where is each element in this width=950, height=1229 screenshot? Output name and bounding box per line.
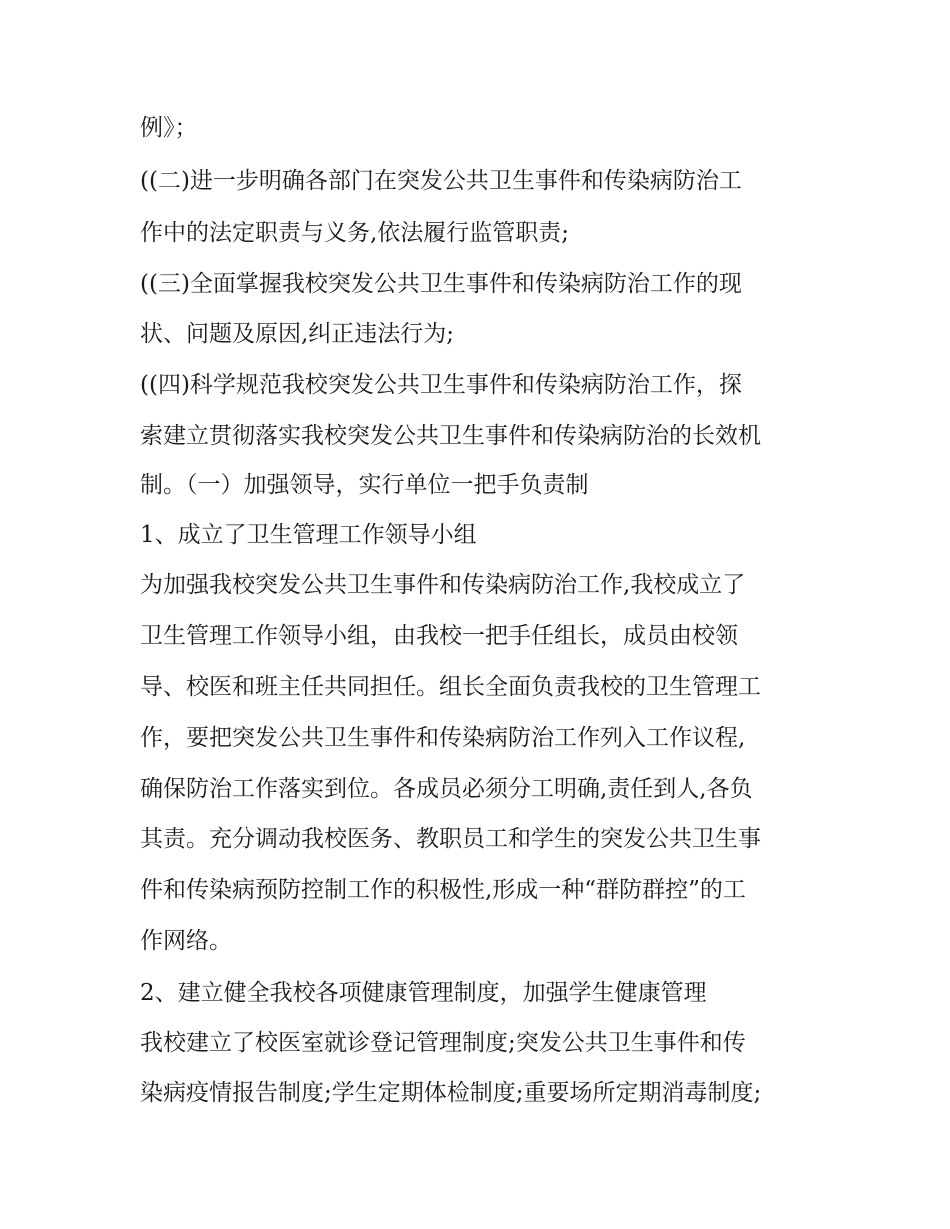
text-line: 为加强我校突发公共卫生事件和传染病防治工作,我校成立了 (140, 572, 746, 598)
text-line: 例》； (140, 115, 198, 141)
text-line: ((二)进一步明确各部门在突发公共卫生事件和传染病防治工 (140, 168, 742, 194)
text-line: 其责。充分调动我校医务、教职员工和学生的突发公共卫生事 (140, 826, 761, 852)
text-line: 作网络。 (140, 928, 232, 954)
text-line: 状、问题及原因,纠正违法行为; (140, 321, 455, 347)
text-line: 件和传染病预防控制工作的积极性,形成一种“群防群控”的工 (140, 877, 746, 903)
text-line: ((四)科学规范我校突发公共卫生事件和传染病防治工作，探 (140, 372, 742, 398)
text-line: ((三)全面掌握我校突发公共卫生事件和传染病防治工作的现 (140, 271, 742, 297)
text-line: 作中的法定职责与义务,依法履行监管职责; (140, 220, 570, 246)
text-line: 索建立贯彻落实我校突发公共卫生事件和传染病防治的长效机 (140, 423, 761, 449)
text-line: 导、校医和班主任共同担任。组长全面负责我校的卫生管理工 (140, 674, 761, 700)
section-heading: 2、建立健全我校各项健康管理制度，加强学生健康管理 (140, 980, 707, 1006)
text-line: 我校建立了校医室就诊登记管理制度;突发公共卫生事件和传 (140, 1030, 746, 1056)
text-line: 确保防治工作落实到位。各成员必须分工明确,责任到人,各负 (140, 776, 753, 802)
section-heading: 1、成立了卫生管理工作领导小组 (140, 522, 477, 548)
text-line: 染病疫情报告制度;学生定期体检制度;重要场所定期消毒制度; (140, 1080, 762, 1106)
text-line: 作，要把突发公共卫生事件和传染病防治工作列入工作议程, (140, 725, 746, 751)
text-line: 卫生管理工作领导小组，由我校一把手任组长，成员由校领 (140, 623, 738, 649)
text-line: 制。（一）加强领导，实行单位一把手负责制 (140, 472, 589, 498)
